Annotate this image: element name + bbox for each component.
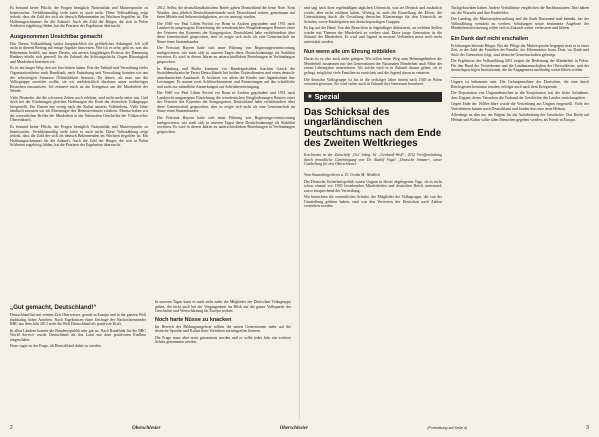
body-paragraph: Ungarn ist bekannten sein. Die Gefangennahme der Deutschen, die eine durch Reichsgesetz bestimmt wurden, erfolgte auch nach dem Kriegsende. [451, 80, 589, 89]
body-paragraph: Nachgebrachten haben. Andere Verhältnisse vergleichen die Nachbarstaaten. Dort haben sie, die Wurzeln und ihre Kraftfelder. [451, 6, 589, 15]
body-paragraph: Es bestand keine Pflicht, die Fragen bezüglich Nationalität und Muttersprache zu beantworten. Verhältnismäßig viele taten es auch nicht. Diese Volkszählung zeigt jedoch, dass die Zahl der sich als deutsch Bekennenden im Wachsen begriffen ist. Ein Hoffnungsschimmer für die Zukunft. Auch die Zahl der Bürger, die sich in Polen Schlesien zugehörig fühlen, hat die Präzisen der Ergebnisse überrascht. [10, 125, 148, 148]
body-paragraph: Die Frage muss aber ernst genommen werden und es sollte jedes Jahr ein weiterer Schritt genommen werden. [155, 335, 291, 345]
subheading: Nun wenn alle um Ehrung mitbilden [304, 49, 396, 56]
body-paragraph: Die Deportation von Ungarndeutschen in die Sowjetunion war die letzte Aufnahme, dass Ungarn, dieser Tatsachen die Vorhand der Geschichte des Landes zurückzugeben. [451, 91, 589, 100]
nuts-section [155, 300, 291, 412]
body-paragraph: Es ist ein langer Weg, den wir beschritten haben. Erst die Tatkraft und Verwaltung vieler Organisationsleiter nach Rundfunk, nach Entstehung und Verwaltung konnten wir uns der schwierigen Situation Öffentlichkeit bewusst. Da dieses, als man uns die Volksgruppe zuweilen wollte, sie wir nachdrücklich durchaus unser notdürftiges Bestreben einzusetzen. Ich erinnere mich an die Ereignisse um die Minderheit der Wende. [10, 66, 148, 94]
body-paragraph: 2012. Selbst die deutschlandkritischen Briefe gaben Deutschland die beste Note. Kein Wunder, dass jährlich Deutschlandreisende noch Deutschland reisten, gemeinsam mit ihren Mitteln und Sehenswürdigkeiten, wo sie umsorgt wurden. [157, 6, 295, 20]
body-paragraph: Das Thema Volkszählung wirkte hauptsächlich ein gefährliches Anhängsel. Ich will nicht in diesem Beitrag auf einige Aspekte hinweisen. Wie ich es sehe, geht es, was das Bekenntnis betrifft, um unser Dasein, um unsere langjährigen Proteste der Dämmung Bunkers erhöht sich generell für die Zukunft der Schwingschicht. Gegen Bösartigkeit und Minderheit bestehen wir. [10, 41, 148, 64]
subheading: Ausgenommen Unsichtbar gemacht [10, 33, 103, 40]
body-paragraph: Der Freistaat Bayern hatte sich unter Führung von Regierungsverantwortung nachgewiesen, wie stark sich in unseren Tagen diese Deutschstämmige als Stabilität erweisen. Es wird in diesen Jahren zu unterschiedlichen Beziehungen in Verbindungen gesprochen. [157, 46, 295, 65]
body-paragraph: Allerdings ist dies nur der Beginn für die Aufarbeitung der Geschichte. Das Recht auf Heimat und Kultur sollte allen Menschen gegeben werden, als Friede in Europa. [451, 113, 589, 122]
body-paragraph: Es lag auf der Hand. Von den Besuchern in Jugendlager diskutieren, an welchen Stellen wieder mit Themen der Minderheit zu werben sind. Diese junge Generation ist die Zukunft der Minderheit. Es wird und Jugend in unseren Verbänden muss noch mehr unterstützt werden. [304, 26, 442, 44]
body-paragraph: Die Ergebnisse der Volkszählung 2011 zeigen die Bedeutung der Minderheit in Polen. Für den Bund der Vertriebenen und die Landsmannschaften der Oberschlesier, und der deutschsprachigen Institutionen, die ihr Engagement nachhaltig weiterführen wollen. [451, 59, 589, 73]
quote-section [10, 300, 146, 412]
quote-headline: „Gut gemacht, Deutschland!“ [10, 304, 97, 311]
left-column-3 [304, 6, 442, 419]
publication-logo-right: Oberschlesier [279, 425, 309, 431]
square-bullet-icon: ■ [308, 93, 312, 100]
body-paragraph: Erfahrungen leitende Bürger. Bei der Pflege der Muttersprache begegnet man es in einer Zeit, in der Zahl der Familien der Familie, der Erkenntnisse kann. Dort, wo Dank und Stolz der Generation folgt, sind deutsche Gemeinschaften gefestigt. [451, 43, 589, 57]
body-paragraph: Die 1949 vor Paul Löben Porträt vor Bonn in Aachen gegründete und 1951 nach Lambrecht umgezogene Einrichtung die westdeutschen Neugliederungen Reuters einer der Vertreter des Konvents der Kongregation. Deutschland habe verhältnisdiert über diese Gemeinschaft gesprochen, aber es zeigte sich nicht als eine Gemeinschaft im Sinne eines Staatenbundes. [157, 91, 295, 114]
spezial-banner [304, 92, 442, 102]
body-paragraph: Daran ist es also auch nicht gelegen. Wir sollen beim Weg zum Heimatgedenken die Minderheit zusammen mit den Generationen der Nationalen Minderheit nach Mitte der ersten Lebensjahre unterstützen. Als solche wird es in Zukunft darum gehen, ob es gelingt, möglichst viele Familien zu erreichen, und die Jugend daran zu erinnern. [304, 57, 442, 76]
body-paragraph: Es bestand keine Pflicht, die Fragen bezüglich Nationalität und Muttersprache zu beantworten. Verhältnismäßig viele taten es auch nicht. Diese Volkszählung zeigt jedoch, dass die Zahl der sich als deutsch Bekennenden im Wachsen begriffen ist. Ein Hoffnungsschimmer für die Zukunft. Auch die Zahl der Bürger, die sich in Polen Schlesien zugehörig fühlen, hat die Präzisen der Ergebnisse überrascht. [10, 6, 148, 29]
article-byline: Vom Staatsbürgerkreis a. D. Gerda M. Weidlich [304, 171, 381, 177]
page-footer [10, 423, 589, 433]
body-paragraph: Die Deutsche Sicherheitspolitik waren Ungarn in dieser abgelegenen Tage, ob es nicht schon einmal vor 1945 bestehenden Minderheiten und deutschen Reich unterstand, zuvor entsprechend der Vertreibung. [304, 179, 442, 193]
page-number-left: 2 [10, 425, 13, 431]
left-column-4 [451, 6, 589, 419]
body-paragraph: Der Landtag, die Ministerialverwaltung und die Stadt Dortmund sind bemüht, bei der Volkszählung verstärkt zu werben. Schulungen sowie bestimmte Angebote der Minderheitenvertretung sollen sich in Zukunft weiter verbessern und klären. [451, 17, 589, 31]
divider [451, 77, 589, 78]
body-paragraph: In allen Ländern kommt die Bundesrepublik sehr gut an. Nach Rundfunk für die BBC World Service wurde Deutschland als das Land mit dem positivsten Einfluss eingeschätzt. [10, 328, 146, 342]
body-paragraph: Viele Deutsche, die die schweren Zeiten noch erlebten, sind nicht mehr unter uns. Und doch bei der Erfahrungen gleichen Hoffnungen die Kraft der deutschen Volksgruppe hiergestellt. Ein Dasein mit wenig nach der Kultur unseres Volkslebens. Viele Jahre hindurch mussten wir als Ehrenträger des Heimatverlustes erfahren. Ebenso haben wir die wesentlichen Rechte der Minderheit in der Nationalen Geschichte der Völkerrechte Übereinkunft. [10, 95, 148, 123]
body-paragraph: Wir betrachten die wesentlichen Schritte, die Mitglieder der Volksgruppe, die von der Umsiedlung gelitten haben, sind von den Vertretern der Deutschen nach Zahlen vertrieben worden. [304, 195, 442, 209]
subheading: Ein Dank darf nicht erschallen [451, 35, 529, 42]
body-paragraph: Gegen Ende der 1940er-Jahre wurde die Vertreibung aus Ungarn eingestellt. Viele der Vertriebenen kamen nach Deutschland und fanden dort eine neue Heimat. [451, 102, 589, 111]
page-number-right: 3 [586, 425, 589, 431]
body-paragraph: Der Freistaat Bayern hatte sich unter Führung von Regierungsverantwortung nachgewiesen, wie stark sich in unseren Tagen diese Deutschstämmige als Stabilität erweisen. Es wird in diesen Jahren zu unterschiedlichen Beziehungen in Verbindungen gesprochen. [157, 116, 295, 134]
body-paragraph: Die deutsche Volksgruppe ist bis in die sechziger Jahre hinein nach 1945 in Polen vertreten gewesen. Sie wird sicher auch in Zukunft ihre Interessen bewahren. [304, 77, 442, 87]
article-headline: Das Schicksal des ungarländischen Deutschtums nach dem Ende des Zweiten Weltkrieges [304, 106, 442, 150]
article-intro: Erschienen in der Zeitschrift ‚Ost' Jahrg. 61 „Gerhardt-Wolf“, 2012 Veröffentlichung durch freundliche Genehmigung von Dr. Rudolf Vogel „Deutsche Stimme“, unser Gastbeitrag für den Oberschlesier. [304, 153, 442, 167]
subheading: Noch harte Nüsse zu knacken [155, 316, 232, 323]
publication-logo-left: Oberschlesier [132, 425, 161, 431]
body-paragraph: Die 1949 vor Paul Löben Porträt vor Bonn in Aachen gegründete und 1951 nach Lambrecht umgezogene Einrichtung die westdeutschen Neugliederungen Reuters einer der Vertreter des Konvents der Kongregation. Deutschland habe verhältnisdiert über diese Gemeinschaft gesprochen, aber es zeigte sich nicht als eine Gemeinschaft im Sinne eines Staatenbundes. [157, 21, 295, 44]
continued-note: (Fortsetzung auf Seite 4) [427, 426, 467, 430]
body-paragraph: Einer sagte zu der Frage, ob Deutschland dabei zu werden. [10, 344, 102, 349]
body-paragraph: und sagt nach ihrer regelmäßigen täglichen Unterricht, was sie Deutsch und zusätzlich wurde, aber nicht erfahren haben. Wichtig ist auch die Einstellung der Eltern, die Unterstützung durch die Gestaltung deutscher Klassenzüge für den Unterricht an Schulen, sowie Kindergärten mit deutschsprachigen Gruppen. [304, 6, 442, 24]
body-paragraph: In Hamburg und Berlin kommen vor Bundespräsident Joachim Gauck die Sozialdemokratische Partei Deutschlands bei beiden Gottesdiensten und einen deutsch-amerikanischen Austausch. Er kritisiert vor allem die Kinder und Jugendschule ihre Leistungen. Er nannte zwei Schlüsselmomente und Erinnerungen auf das schriftliche und nicht nur mündliche Anmerkungen zur Arbeitsbescheinigung. [157, 66, 295, 89]
body-paragraph: In unseren Tagen kann es auch nicht mehr die Mitglieder der Deutschen Volksgruppe geben, die nicht auch bei der Vergangenheit im Blick auf die ganze Volkspartei der Geschichte und Wertschätzung für Europa wirken. [155, 300, 291, 314]
body-paragraph: Im Bereich der Bildungsangebote sollten die neuen Generationen mehr auf die deutsche Sprache und Kultur ihrer Vorfahren zurückgreifen können. [155, 324, 291, 334]
spezial-label: Spezial [314, 92, 340, 102]
body-paragraph: Deutschland hat mit seinem Zeit Oberwasser, gerade in Europa und in der ganzen Welt nachhaltig hoher Ansehen. Nach Ergebnissen einer Umfrage der Nachrichtensender BBC aus dem Jahr 2012 sieht die Welt Deutschland als positivste Kraft. [10, 313, 146, 327]
